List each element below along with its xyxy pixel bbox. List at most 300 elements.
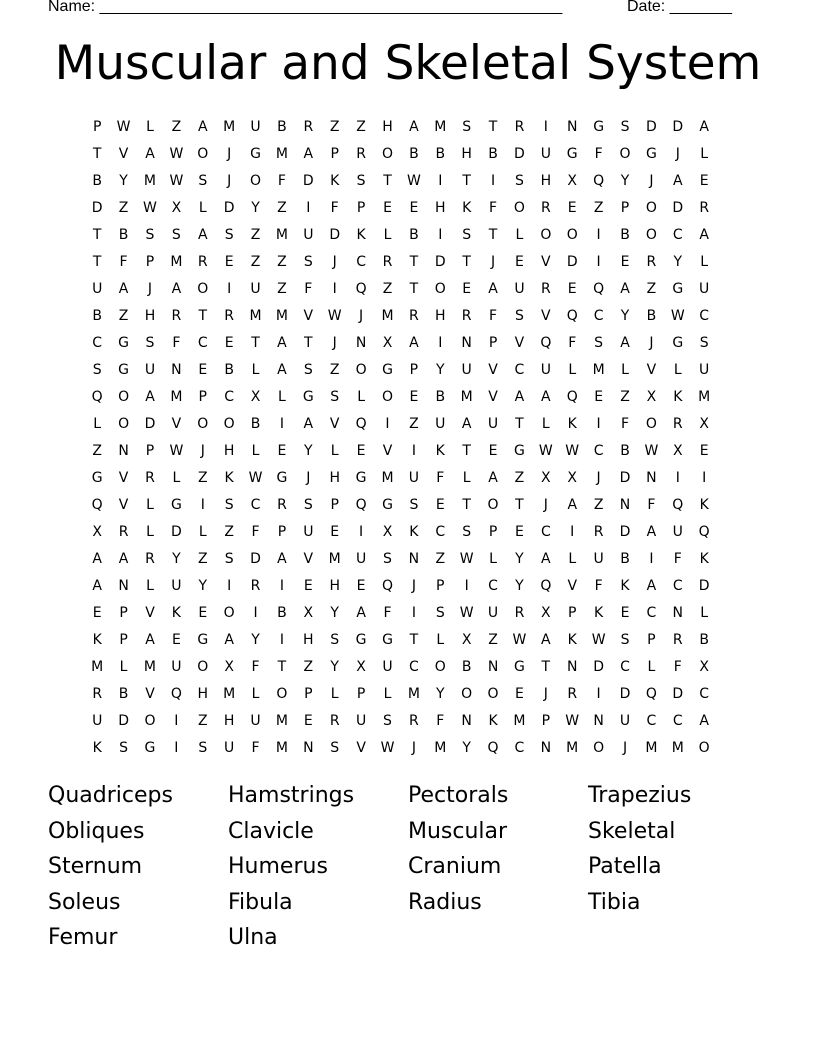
grid-letter[interactable]: V (118, 146, 129, 162)
grid-letter[interactable]: O (434, 659, 446, 675)
grid-letter[interactable]: A (541, 389, 551, 405)
grid-letter[interactable]: A (224, 632, 234, 648)
grid-letter[interactable]: O (197, 416, 209, 432)
grid-letter[interactable]: R (356, 146, 366, 162)
grid-letter[interactable]: I (385, 416, 390, 432)
grid-letter[interactable]: C (514, 740, 525, 756)
grid-letter[interactable]: D (566, 254, 578, 270)
grid-letter[interactable]: L (541, 416, 550, 432)
grid-letter[interactable]: A (145, 389, 155, 405)
grid-letter[interactable]: U (619, 713, 631, 729)
grid-letter[interactable]: E (620, 254, 630, 270)
grid-letter[interactable]: Z (382, 281, 393, 297)
grid-letter[interactable]: T (277, 659, 287, 675)
grid-letter[interactable]: A (673, 173, 683, 189)
grid-letter[interactable]: F (594, 578, 603, 594)
grid-letter[interactable]: M (170, 389, 183, 405)
grid-letter[interactable]: R (567, 686, 578, 702)
grid-letter[interactable]: X (699, 416, 709, 432)
grid-letter[interactable]: N (355, 335, 367, 351)
grid-letter[interactable]: O (434, 281, 446, 297)
grid-letter[interactable]: K (92, 632, 102, 648)
grid-letter[interactable]: X (250, 389, 261, 405)
grid-letter[interactable]: F (489, 308, 498, 324)
grid-letter[interactable]: U (92, 281, 103, 297)
grid-letter[interactable]: H (461, 146, 472, 162)
grid-letter[interactable]: U (408, 470, 419, 486)
grid-letter[interactable]: T (462, 254, 471, 270)
grid-letter[interactable]: D (91, 200, 103, 216)
grid-letter[interactable]: B (435, 389, 446, 405)
grid-letter[interactable]: M (592, 362, 605, 378)
grid-letter[interactable]: D (593, 659, 604, 675)
grid-letter[interactable]: Z (277, 254, 287, 270)
grid-letter[interactable]: A (646, 578, 657, 594)
grid-letter[interactable]: T (515, 497, 524, 513)
grid-letter[interactable]: K (594, 605, 604, 621)
grid-letter[interactable]: Z (593, 497, 604, 513)
grid-letter[interactable]: B (488, 146, 498, 162)
grid-letter[interactable]: O (645, 416, 657, 432)
grid-letter[interactable]: O (461, 686, 473, 702)
grid-letter[interactable]: L (489, 551, 497, 567)
grid-letter[interactable]: P (198, 389, 207, 405)
grid-letter[interactable]: F (489, 200, 498, 216)
grid-letter[interactable]: Q (540, 578, 552, 594)
grid-letter[interactable]: D (619, 524, 631, 540)
grid-letter[interactable]: S (303, 362, 313, 378)
grid-letter[interactable]: R (382, 254, 393, 270)
grid-letter[interactable]: U (171, 659, 182, 675)
grid-letter[interactable]: U (171, 578, 182, 594)
grid-letter[interactable]: I (359, 524, 364, 540)
grid-letter[interactable]: I (279, 416, 284, 432)
grid-letter[interactable]: X (382, 335, 393, 351)
grid-letter[interactable]: V (514, 335, 525, 351)
grid-letter[interactable]: D (672, 686, 684, 702)
grid-letter[interactable]: R (303, 119, 314, 135)
grid-letter[interactable]: O (566, 227, 578, 243)
grid-letter[interactable]: M (91, 659, 104, 675)
grid-letter[interactable]: V (145, 686, 155, 702)
grid-letter[interactable]: W (538, 443, 553, 459)
grid-letter[interactable]: M (249, 308, 262, 324)
grid-letter[interactable]: E (224, 254, 234, 270)
grid-letter[interactable]: C (699, 686, 710, 702)
grid-letter[interactable]: S (330, 632, 340, 648)
grid-letter[interactable]: W (512, 632, 527, 648)
grid-letter[interactable]: P (119, 632, 128, 648)
grid-letter[interactable]: R (409, 308, 419, 324)
grid-letter[interactable]: S (435, 605, 445, 621)
grid-letter[interactable]: J (490, 254, 496, 270)
grid-letter[interactable]: A (197, 227, 208, 243)
grid-letter[interactable]: Y (251, 632, 260, 648)
grid-letter[interactable]: O (698, 740, 710, 756)
grid-letter[interactable]: W (169, 146, 184, 162)
grid-letter[interactable]: U (303, 524, 314, 540)
grid-letter[interactable]: I (543, 119, 548, 135)
grid-letter[interactable]: I (306, 200, 311, 216)
grid-letter[interactable]: A (409, 119, 419, 135)
grid-letter[interactable]: E (594, 389, 604, 405)
grid-letter[interactable]: A (541, 632, 551, 648)
grid-letter[interactable]: Y (330, 605, 339, 621)
grid-letter[interactable]: S (198, 173, 208, 189)
grid-letter[interactable]: Z (92, 443, 102, 459)
grid-letter[interactable]: L (146, 119, 154, 135)
grid-letter[interactable]: P (436, 578, 445, 594)
grid-letter[interactable]: K (409, 524, 419, 540)
grid-letter[interactable]: P (119, 605, 128, 621)
grid-letter[interactable]: S (171, 227, 181, 243)
grid-letter[interactable]: T (409, 254, 419, 270)
grid-letter[interactable]: H (144, 308, 156, 324)
grid-letter[interactable]: D (514, 146, 525, 162)
grid-letter[interactable]: Z (329, 119, 340, 135)
grid-letter[interactable]: Z (329, 362, 340, 378)
grid-letter[interactable]: B (620, 551, 630, 567)
grid-letter[interactable]: G (355, 632, 367, 648)
grid-letter[interactable]: L (93, 416, 102, 432)
grid-letter[interactable]: D (223, 200, 235, 216)
grid-letter[interactable]: I (253, 605, 258, 621)
grid-letter[interactable]: V (356, 740, 366, 756)
grid-letter[interactable]: Y (673, 254, 683, 270)
grid-letter[interactable]: F (594, 146, 603, 162)
grid-letter[interactable]: M (566, 740, 579, 756)
grid-letter[interactable]: N (487, 659, 499, 675)
grid-letter[interactable]: L (700, 254, 709, 270)
grid-letter[interactable]: O (381, 389, 393, 405)
grid-letter[interactable]: Z (620, 389, 630, 405)
grid-letter[interactable]: Y (462, 740, 471, 756)
grid-letter[interactable]: W (169, 173, 184, 189)
grid-letter[interactable]: Z (171, 119, 182, 135)
grid-letter[interactable]: L (515, 227, 524, 243)
grid-letter[interactable]: O (118, 389, 130, 405)
grid-letter[interactable]: C (672, 227, 683, 243)
grid-letter[interactable]: U (699, 362, 710, 378)
grid-letter[interactable]: L (119, 659, 128, 675)
grid-letter[interactable]: E (277, 443, 287, 459)
grid-letter[interactable]: A (514, 389, 525, 405)
grid-letter[interactable]: R (514, 605, 525, 621)
grid-letter[interactable]: S (145, 335, 155, 351)
grid-letter[interactable]: X (92, 524, 102, 540)
grid-letter[interactable]: L (198, 200, 207, 216)
grid-letter[interactable]: V (171, 416, 182, 432)
grid-letter[interactable]: J (359, 308, 364, 324)
grid-letter[interactable]: N (646, 470, 657, 486)
grid-letter[interactable]: I (596, 416, 601, 432)
grid-letter[interactable]: E (383, 200, 392, 216)
grid-letter[interactable]: W (644, 443, 659, 459)
grid-letter[interactable]: J (543, 686, 548, 702)
grid-letter[interactable]: C (514, 362, 525, 378)
grid-letter[interactable]: K (699, 551, 709, 567)
grid-letter[interactable]: G (197, 632, 209, 648)
grid-letter[interactable]: D (646, 119, 657, 135)
grid-letter[interactable]: X (382, 524, 393, 540)
grid-letter[interactable]: I (490, 173, 496, 189)
grid-letter[interactable]: B (699, 632, 709, 648)
grid-letter[interactable]: R (409, 713, 419, 729)
grid-letter[interactable]: A (303, 146, 314, 162)
grid-letter[interactable]: P (145, 254, 155, 270)
grid-letter[interactable]: J (147, 281, 153, 297)
grid-letter[interactable]: E (303, 578, 313, 594)
grid-letter[interactable]: A (197, 119, 208, 135)
grid-letter[interactable]: C (672, 578, 683, 594)
grid-letter[interactable]: G (250, 146, 261, 162)
grid-letter[interactable]: Q (170, 686, 182, 702)
grid-letter[interactable]: V (145, 605, 155, 621)
grid-letter[interactable]: V (567, 578, 578, 594)
grid-letter[interactable]: V (303, 308, 314, 324)
grid-letter[interactable]: L (146, 524, 154, 540)
grid-letter[interactable]: G (645, 146, 657, 162)
grid-letter[interactable]: R (197, 254, 208, 270)
grid-letter[interactable]: M (645, 740, 658, 756)
grid-letter[interactable]: Z (514, 470, 525, 486)
grid-letter[interactable]: C (224, 389, 235, 405)
grid-letter[interactable]: K (567, 632, 577, 648)
grid-letter[interactable]: X (356, 659, 366, 675)
grid-letter[interactable]: A (409, 335, 419, 351)
grid-letter[interactable]: B (646, 308, 657, 324)
grid-letter[interactable]: Z (197, 470, 208, 486)
grid-letter[interactable]: G (118, 335, 130, 351)
grid-letter[interactable]: K (92, 740, 102, 756)
grid-letter[interactable]: C (488, 578, 498, 594)
grid-letter[interactable]: Y (330, 659, 339, 675)
grid-letter[interactable]: Q (355, 281, 367, 297)
grid-letter[interactable]: W (591, 632, 606, 648)
grid-letter[interactable]: X (303, 605, 314, 621)
grid-letter[interactable]: N (593, 713, 604, 729)
grid-letter[interactable]: C (672, 713, 683, 729)
grid-letter[interactable]: U (540, 362, 551, 378)
grid-letter[interactable]: O (487, 686, 499, 702)
grid-letter[interactable]: C (540, 524, 551, 540)
grid-letter[interactable]: Z (277, 281, 287, 297)
grid-letter[interactable]: T (92, 227, 102, 243)
grid-letter[interactable]: F (119, 254, 128, 270)
grid-letter[interactable]: X (461, 632, 472, 648)
grid-letter[interactable]: E (409, 200, 419, 216)
grid-letter[interactable]: A (118, 281, 129, 297)
grid-letter[interactable]: D (250, 551, 261, 567)
grid-letter[interactable]: M (170, 254, 183, 270)
grid-letter[interactable]: E (409, 389, 419, 405)
grid-letter[interactable]: F (673, 551, 682, 567)
grid-letter[interactable]: P (356, 686, 366, 702)
grid-letter[interactable]: S (409, 497, 419, 513)
grid-letter[interactable]: E (515, 686, 524, 702)
grid-letter[interactable]: W (565, 713, 580, 729)
grid-letter[interactable]: Q (355, 497, 367, 513)
grid-letter[interactable]: Y (198, 578, 208, 594)
grid-letter[interactable]: I (279, 632, 284, 648)
grid-letter[interactable]: K (462, 200, 472, 216)
grid-letter[interactable]: O (144, 713, 156, 729)
grid-letter[interactable]: F (251, 659, 260, 675)
grid-letter[interactable]: K (488, 713, 498, 729)
grid-letter[interactable]: A (171, 281, 182, 297)
grid-letter[interactable]: A (488, 470, 498, 486)
grid-letter[interactable]: Q (381, 578, 393, 594)
grid-letter[interactable]: I (702, 470, 707, 486)
grid-letter[interactable]: S (620, 119, 630, 135)
grid-letter[interactable]: U (487, 416, 499, 432)
grid-letter[interactable]: A (699, 227, 709, 243)
grid-letter[interactable]: I (174, 713, 179, 729)
grid-letter[interactable]: O (645, 200, 657, 216)
grid-letter[interactable]: B (277, 605, 287, 621)
grid-letter[interactable]: X (224, 659, 234, 675)
grid-letter[interactable]: H (382, 119, 393, 135)
grid-letter[interactable]: E (171, 632, 181, 648)
grid-letter[interactable]: S (119, 740, 129, 756)
grid-letter[interactable]: W (459, 605, 474, 621)
grid-letter[interactable]: O (487, 497, 499, 513)
grid-letter[interactable]: Q (355, 416, 367, 432)
grid-letter[interactable]: T (383, 173, 392, 189)
grid-letter[interactable]: O (513, 200, 525, 216)
grid-letter[interactable]: J (622, 740, 628, 756)
grid-letter[interactable]: P (620, 200, 630, 216)
grid-letter[interactable]: P (277, 524, 287, 540)
grid-letter[interactable]: P (356, 200, 366, 216)
grid-letter[interactable]: F (436, 470, 445, 486)
grid-letter[interactable]: O (197, 281, 209, 297)
grid-letter[interactable]: U (355, 551, 367, 567)
grid-letter[interactable]: A (567, 497, 578, 513)
grid-letter[interactable]: Q (566, 308, 578, 324)
grid-letter[interactable]: M (407, 686, 420, 702)
grid-letter[interactable]: F (330, 200, 339, 216)
grid-letter[interactable]: K (620, 578, 630, 594)
grid-letter[interactable]: C (92, 335, 103, 351)
grid-letter[interactable]: G (355, 470, 367, 486)
grid-letter[interactable]: U (461, 362, 472, 378)
grid-letter[interactable]: Z (250, 254, 261, 270)
grid-letter[interactable]: J (200, 443, 205, 459)
grid-letter[interactable]: H (223, 443, 235, 459)
grid-letter[interactable]: S (145, 227, 155, 243)
grid-letter[interactable]: Y (435, 686, 445, 702)
grid-letter[interactable]: F (251, 524, 260, 540)
grid-letter[interactable]: C (408, 659, 419, 675)
grid-letter[interactable]: D (619, 470, 631, 486)
grid-letter[interactable]: B (409, 227, 419, 243)
grid-letter[interactable]: I (675, 470, 680, 486)
grid-letter[interactable]: H (329, 470, 340, 486)
grid-letter[interactable]: U (699, 281, 710, 297)
grid-letter[interactable]: M (143, 659, 157, 675)
grid-letter[interactable]: W (169, 443, 184, 459)
grid-letter[interactable]: M (275, 713, 288, 729)
grid-letter[interactable]: S (198, 740, 208, 756)
grid-letter[interactable]: P (568, 605, 577, 621)
grid-letter[interactable]: P (541, 713, 551, 729)
grid-letter[interactable]: M (513, 713, 526, 729)
grid-letter[interactable]: B (435, 146, 446, 162)
grid-letter[interactable]: G (118, 362, 130, 378)
grid-letter[interactable]: V (646, 362, 657, 378)
grid-letter[interactable]: A (620, 335, 630, 351)
grid-letter[interactable]: D (672, 200, 684, 216)
grid-letter[interactable]: E (567, 281, 577, 297)
grid-letter[interactable]: U (355, 713, 367, 729)
grid-letter[interactable]: T (251, 335, 260, 351)
grid-letter[interactable]: S (620, 632, 630, 648)
grid-letter[interactable]: N (303, 740, 314, 756)
grid-letter[interactable]: M (671, 740, 684, 756)
grid-letter[interactable]: A (303, 416, 314, 432)
grid-letter[interactable]: J (675, 146, 680, 162)
grid-letter[interactable]: U (435, 416, 446, 432)
grid-letter[interactable]: O (223, 605, 235, 621)
grid-letter[interactable]: S (224, 497, 234, 513)
grid-letter[interactable]: U (144, 362, 156, 378)
grid-letter[interactable]: K (356, 227, 366, 243)
grid-letter[interactable]: F (277, 173, 286, 189)
grid-letter[interactable]: R (461, 308, 472, 324)
grid-letter[interactable]: V (303, 551, 314, 567)
grid-letter[interactable]: G (593, 119, 605, 135)
grid-letter[interactable]: B (118, 227, 129, 243)
grid-letter[interactable]: N (408, 551, 420, 567)
grid-letter[interactable]: R (277, 497, 287, 513)
grid-letter[interactable]: R (540, 281, 551, 297)
grid-letter[interactable]: I (649, 551, 654, 567)
grid-letter[interactable]: Y (251, 200, 260, 216)
grid-letter[interactable]: B (92, 173, 102, 189)
grid-letter[interactable]: J (332, 254, 337, 270)
grid-letter[interactable]: J (649, 335, 654, 351)
grid-letter[interactable]: S (515, 308, 524, 324)
grid-letter[interactable]: T (92, 254, 102, 270)
grid-letter[interactable]: H (329, 578, 340, 594)
grid-letter[interactable]: S (699, 335, 709, 351)
grid-letter[interactable]: O (250, 173, 262, 189)
grid-letter[interactable]: K (171, 605, 181, 621)
grid-letter[interactable]: O (645, 227, 657, 243)
grid-letter[interactable]: I (596, 686, 601, 702)
grid-letter[interactable]: G (382, 497, 393, 513)
grid-letter[interactable]: I (411, 443, 416, 459)
grid-letter[interactable]: D (619, 686, 631, 702)
grid-letter[interactable]: X (171, 200, 182, 216)
grid-letter[interactable]: H (223, 713, 235, 729)
grid-letter[interactable]: C (250, 497, 261, 513)
grid-letter[interactable]: Y (620, 173, 630, 189)
grid-letter[interactable]: V (382, 443, 393, 459)
grid-letter[interactable]: Q (91, 497, 103, 513)
grid-letter[interactable]: L (700, 605, 709, 621)
grid-letter[interactable]: I (570, 524, 575, 540)
grid-letter[interactable]: J (411, 578, 416, 594)
grid-letter[interactable]: S (515, 173, 524, 189)
grid-letter[interactable]: W (670, 308, 685, 324)
grid-letter[interactable]: B (92, 308, 102, 324)
grid-letter[interactable]: C (435, 524, 446, 540)
grid-letter[interactable]: M (434, 740, 447, 756)
grid-letter[interactable]: L (700, 146, 709, 162)
grid-letter[interactable]: M (275, 308, 288, 324)
